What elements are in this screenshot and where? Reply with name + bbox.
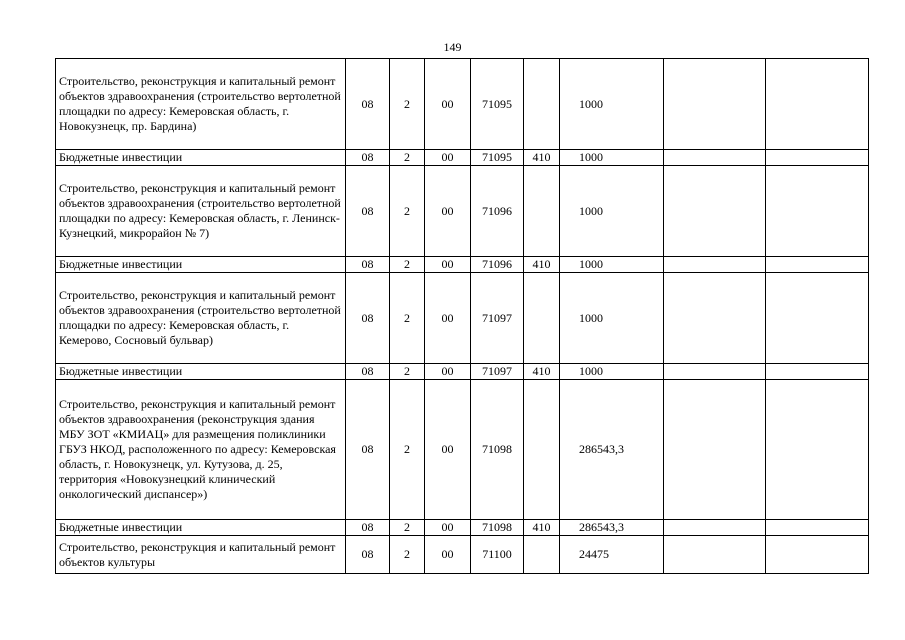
row-direction: 71096	[471, 166, 524, 257]
table-row	[56, 273, 869, 364]
row-amount-3	[766, 536, 869, 574]
row-amount-2	[664, 273, 766, 364]
row-name: Бюджетные инвестиции	[56, 364, 346, 380]
row-program: 2	[390, 364, 425, 380]
row-program: 2	[390, 536, 425, 574]
row-amount-3	[766, 364, 869, 380]
table-row	[56, 520, 869, 536]
row-name: Строительство, реконструкция и капитальный ремонт объектов здравоохранения (строительство вертолетной площадки по адресу: Кемеровская область, г. Новокузнецк, пр. Бардина)	[56, 59, 346, 150]
row-subprogram: 00	[425, 59, 471, 150]
table-row	[56, 364, 869, 380]
row-program: 2	[390, 257, 425, 273]
row-direction: 71098	[471, 520, 524, 536]
row-name: Строительство, реконструкция и капитальный ремонт объектов здравоохранения (реконструкция здания МБУ ЗОТ «КМИАЦ» для размещения поликлиники ГБУЗ НКОД, расположенного по адресу: Кемеровская область, г. Новокузнецк, ул. Кутузова, д. 25, территория «Новокузнецкий клинический онкологический диспансер»)	[56, 380, 346, 520]
row-direction: 71095	[471, 150, 524, 166]
row-section: 08	[346, 257, 390, 273]
row-amount-1: 1000	[560, 364, 664, 380]
budget-table-body	[56, 59, 869, 574]
row-amount-3	[766, 166, 869, 257]
row-section: 08	[346, 59, 390, 150]
row-section: 08	[346, 520, 390, 536]
row-program: 2	[390, 520, 425, 536]
row-section: 08	[346, 536, 390, 574]
row-name: Строительство, реконструкция и капитальный ремонт объектов здравоохранения (строительство вертолетной площадки по адресу: Кемеровская область, г. Ленинск-Кузнецкий, микрорайон № 7)	[56, 166, 346, 257]
row-amount-2	[664, 166, 766, 257]
row-amount-1: 1000	[560, 273, 664, 364]
row-section: 08	[346, 273, 390, 364]
row-program: 2	[390, 59, 425, 150]
row-section: 08	[346, 166, 390, 257]
table-row	[56, 59, 869, 150]
row-subprogram: 00	[425, 520, 471, 536]
row-amount-2	[664, 380, 766, 520]
row-amount-3	[766, 59, 869, 150]
row-name: Бюджетные инвестиции	[56, 150, 346, 166]
row-amount-3	[766, 257, 869, 273]
row-direction: 71095	[471, 59, 524, 150]
row-amount-3	[766, 150, 869, 166]
row-direction: 71100	[471, 536, 524, 574]
row-expense-type: 410	[524, 257, 560, 273]
row-direction: 71096	[471, 257, 524, 273]
row-subprogram: 00	[425, 380, 471, 520]
row-expense-type	[524, 166, 560, 257]
row-amount-1: 24475	[560, 536, 664, 574]
row-expense-type: 410	[524, 364, 560, 380]
row-name: Бюджетные инвестиции	[56, 520, 346, 536]
row-name: Строительство, реконструкция и капитальный ремонт объектов здравоохранения (строительство вертолетной площадки по адресу: Кемеровская область, г. Кемерово, Сосновый бульвар)	[56, 273, 346, 364]
row-expense-type	[524, 536, 560, 574]
row-subprogram: 00	[425, 150, 471, 166]
row-expense-type: 410	[524, 150, 560, 166]
row-amount-2	[664, 59, 766, 150]
page-number: 149	[443, 40, 462, 54]
row-amount-1: 1000	[560, 166, 664, 257]
row-expense-type: 410	[524, 520, 560, 536]
row-name: Бюджетные инвестиции	[56, 257, 346, 273]
row-section: 08	[346, 380, 390, 520]
row-program: 2	[390, 150, 425, 166]
table-row	[56, 150, 869, 166]
row-subprogram: 00	[425, 273, 471, 364]
row-amount-2	[664, 257, 766, 273]
row-amount-1: 286543,3	[560, 520, 664, 536]
row-amount-3	[766, 380, 869, 520]
budget-table	[55, 58, 869, 574]
row-direction: 71097	[471, 364, 524, 380]
row-name: Строительство, реконструкция и капитальный ремонт объектов культуры	[56, 536, 346, 574]
row-subprogram: 00	[425, 257, 471, 273]
row-expense-type	[524, 380, 560, 520]
row-amount-2	[664, 536, 766, 574]
table-row	[56, 257, 869, 273]
row-direction: 71098	[471, 380, 524, 520]
row-amount-1: 286543,3	[560, 380, 664, 520]
row-amount-3	[766, 520, 869, 536]
row-amount-1: 1000	[560, 257, 664, 273]
row-amount-2	[664, 150, 766, 166]
row-direction: 71097	[471, 273, 524, 364]
row-expense-type	[524, 273, 560, 364]
table-row	[56, 380, 869, 520]
row-program: 2	[390, 166, 425, 257]
row-subprogram: 00	[425, 364, 471, 380]
row-subprogram: 00	[425, 166, 471, 257]
row-subprogram: 00	[425, 536, 471, 574]
row-expense-type	[524, 59, 560, 150]
row-program: 2	[390, 273, 425, 364]
row-amount-1: 1000	[560, 59, 664, 150]
row-amount-2	[664, 520, 766, 536]
row-amount-1: 1000	[560, 150, 664, 166]
table-row	[56, 166, 869, 257]
row-section: 08	[346, 364, 390, 380]
row-amount-3	[766, 273, 869, 364]
row-section: 08	[346, 150, 390, 166]
row-amount-2	[664, 364, 766, 380]
row-program: 2	[390, 380, 425, 520]
table-row	[56, 536, 869, 574]
